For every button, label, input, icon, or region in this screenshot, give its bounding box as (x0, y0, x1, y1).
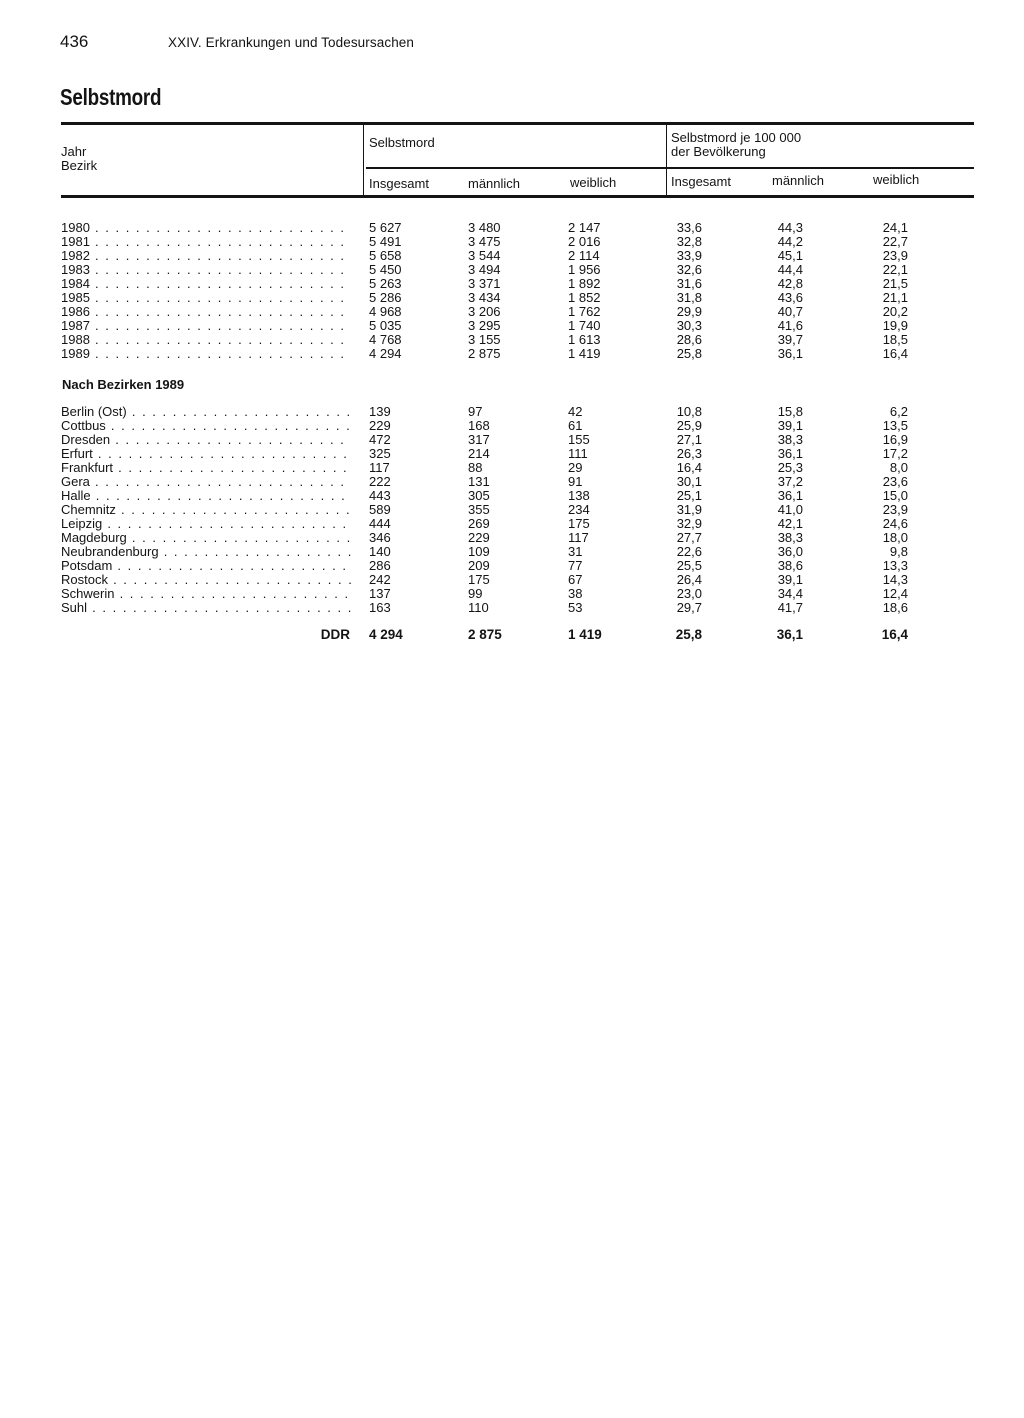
table-row (0, 305, 1024, 319)
cell-total: 117 (369, 460, 390, 475)
stub-header (61, 145, 97, 173)
row-label: Schwerin . . . (61, 587, 351, 601)
cell-rate-female: 22,1 (882, 262, 908, 277)
row-label: Chemnitz . . . (61, 503, 351, 517)
cell-rate-female: 22,7 (882, 234, 908, 249)
cell-rate-male: 42,1 (777, 516, 803, 531)
table-row (0, 277, 1024, 291)
cell-rate-total: 10,8 (676, 404, 702, 419)
cell-total: 325 (369, 446, 391, 461)
cell-female: 138 (568, 488, 590, 503)
cell-male: 269 (468, 516, 490, 531)
cell-rate-total: 32,8 (676, 234, 702, 249)
cell-female: 1 762 (568, 304, 601, 319)
cell-rate-male: 38,3 (777, 432, 803, 447)
group-header-selbstmord: Selbstmord (369, 135, 435, 150)
cell-female: 91 (568, 474, 583, 489)
cell-male: 3 544 (468, 248, 501, 263)
cell-rate-total: 32,6 (676, 262, 702, 277)
table-row (0, 333, 1024, 347)
cell-female: 1 740 (568, 318, 601, 333)
cell-male: 2 875 (468, 346, 501, 361)
cell-rate-total: 23,0 (676, 586, 702, 601)
cell-rate-male: 37,2 (777, 474, 803, 489)
cell-rate-female: 18,6 (882, 600, 908, 615)
cell-total: 4 768 (369, 332, 402, 347)
cell-rate-total: 27,1 (676, 432, 702, 447)
header-bottom-rule (61, 195, 974, 198)
cell-female: 155 (568, 432, 590, 447)
table-row (0, 503, 1024, 517)
cell-male: 317 (468, 432, 490, 447)
row-label: Potsdam . . . (61, 559, 351, 573)
cell-rate-female: 12,4 (882, 586, 908, 601)
cell-rate-female: 23,9 (882, 502, 908, 517)
cell-rate-female: 8,0 (889, 460, 908, 475)
cell-rate-female: 24,6 (882, 516, 908, 531)
table-row (0, 559, 1024, 573)
total-cell-female: 1 419 (568, 627, 602, 642)
cell-rate-total: 25,1 (676, 488, 702, 503)
cell-total: 242 (369, 572, 391, 587)
cell-total: 5 627 (369, 220, 402, 235)
page-title: Selbstmord (60, 84, 162, 110)
cell-rate-total: 33,6 (676, 220, 702, 235)
cell-male: 88 (468, 460, 483, 475)
cell-female: 1 892 (568, 276, 601, 291)
table-row (0, 573, 1024, 587)
cell-male: 3 434 (468, 290, 501, 305)
row-label: Erfurt . . . (61, 447, 351, 461)
cell-female: 31 (568, 544, 583, 559)
cell-female: 234 (568, 502, 590, 517)
cell-male: 305 (468, 488, 490, 503)
cell-male: 3 494 (468, 262, 501, 277)
cell-rate-total: 25,9 (676, 418, 702, 433)
cell-total: 286 (369, 558, 391, 573)
row-label: 1984 . . . (61, 277, 351, 291)
cell-rate-female: 19,9 (882, 318, 908, 333)
cell-rate-female: 14,3 (882, 572, 908, 587)
row-label: Dresden . . . (61, 433, 351, 447)
page-number: 436 (60, 32, 89, 51)
cell-rate-male: 42,8 (777, 276, 803, 291)
cell-rate-total: 27,7 (676, 530, 702, 545)
row-label: 1981 . . . (61, 235, 351, 249)
cell-female: 61 (568, 418, 583, 433)
row-label: Cottbus . . . (61, 419, 351, 433)
cell-rate-female: 16,9 (882, 432, 908, 447)
group-header-rate (671, 131, 801, 159)
cell-male: 209 (468, 558, 490, 573)
cell-rate-male: 38,3 (777, 530, 803, 545)
cell-rate-male: 36,1 (777, 446, 803, 461)
cell-total: 5 263 (369, 276, 402, 291)
cell-rate-male: 36,0 (777, 544, 803, 559)
cell-female: 2 114 (568, 248, 600, 263)
row-label: 1989 . . . (61, 347, 351, 361)
row-label: Frankfurt . . . (61, 461, 351, 475)
cell-total: 589 (369, 502, 391, 517)
cell-rate-male: 40,7 (777, 304, 803, 319)
row-label: 1982 . . . (61, 249, 351, 263)
table-row (0, 587, 1024, 601)
row-label: Halle . . . (61, 489, 351, 503)
cell-male: 3 371 (468, 276, 501, 291)
cell-male: 3 206 (468, 304, 501, 319)
cell-male: 175 (468, 572, 490, 587)
column-header: männlich (468, 176, 521, 191)
cell-rate-total: 33,9 (676, 248, 702, 263)
cell-rate-total: 25,8 (676, 346, 702, 361)
cell-total: 4 968 (369, 304, 402, 319)
cell-total: 163 (369, 600, 391, 615)
cell-rate-total: 26,3 (676, 446, 702, 461)
cell-female: 117 (568, 530, 589, 545)
cell-rate-male: 38,6 (777, 558, 803, 573)
cell-rate-female: 21,5 (882, 276, 908, 291)
total-row (0, 627, 1024, 643)
cell-female: 2 147 (568, 220, 601, 235)
cell-total: 137 (369, 586, 391, 601)
column-header: männlich (772, 173, 825, 188)
cell-female: 77 (568, 558, 583, 573)
cell-rate-female: 24,1 (882, 220, 908, 235)
cell-total: 140 (369, 544, 391, 559)
cell-rate-female: 20,2 (882, 304, 908, 319)
cell-total: 5 491 (369, 234, 402, 249)
total-cell-male: 2 875 (468, 627, 502, 642)
row-label: 1987 . . . (61, 319, 351, 333)
cell-rate-total: 30,1 (676, 474, 702, 489)
cell-total: 444 (369, 516, 391, 531)
stub-header-year: Jahr (61, 144, 87, 159)
cell-total: 346 (369, 530, 391, 545)
cell-rate-male: 43,6 (777, 290, 803, 305)
table-row (0, 475, 1024, 489)
table-row (0, 235, 1024, 249)
cell-female: 42 (568, 404, 583, 419)
cell-rate-male: 44,4 (777, 262, 803, 277)
cell-female: 53 (568, 600, 583, 615)
table-top-rule (61, 122, 974, 125)
table-row (0, 447, 1024, 461)
group-header-rate-line2: der Bevölkerung (671, 144, 766, 159)
row-label: Gera . . . (61, 475, 351, 489)
cell-rate-total: 31,8 (676, 290, 702, 305)
total-cell-rate-total: 25,8 (675, 627, 702, 642)
row-label: 1983 . . . (61, 263, 351, 277)
cell-total: 139 (369, 404, 391, 419)
cell-rate-female: 9,8 (889, 544, 908, 559)
cell-rate-total: 26,4 (676, 572, 702, 587)
total-cell-total: 4 294 (369, 627, 403, 642)
row-label: Suhl . . . (61, 601, 351, 615)
cell-rate-male: 44,2 (777, 234, 803, 249)
table-row (0, 433, 1024, 447)
cell-female: 1 613 (568, 332, 601, 347)
cell-rate-total: 25,5 (676, 558, 702, 573)
cell-rate-female: 6,2 (889, 404, 908, 419)
cell-rate-male: 25,3 (777, 460, 803, 475)
cell-rate-male: 39,7 (777, 332, 803, 347)
cell-rate-male: 34,4 (777, 586, 803, 601)
cell-female: 29 (568, 460, 583, 475)
cell-total: 472 (369, 432, 391, 447)
cell-female: 67 (568, 572, 583, 587)
cell-rate-total: 22,6 (676, 544, 702, 559)
cell-rate-male: 45,1 (777, 248, 803, 263)
chapter-heading: XXIV. Erkrankungen und Todesursachen (168, 35, 415, 50)
cell-total: 5 450 (369, 262, 402, 277)
cell-male: 99 (468, 586, 483, 601)
table-row (0, 489, 1024, 503)
cell-rate-female: 16,4 (882, 346, 908, 361)
column-header: weiblich (570, 175, 617, 190)
cell-female: 1 852 (568, 290, 601, 305)
row-label: Berlin (Ost) . . . (61, 405, 351, 419)
cell-male: 3 480 (468, 220, 501, 235)
cell-female: 175 (568, 516, 590, 531)
header-divider-2 (666, 125, 667, 195)
row-label: Neubrandenburg . . . (61, 545, 351, 559)
cell-male: 214 (468, 446, 490, 461)
cell-female: 38 (568, 586, 583, 601)
cell-rate-male: 39,1 (777, 418, 803, 433)
cell-male: 131 (468, 474, 490, 489)
row-label: Leipzig . . . (61, 517, 351, 531)
total-label: DDR (320, 627, 350, 642)
cell-female: 1 956 (568, 262, 601, 277)
row-label: 1980 . . . (61, 221, 351, 235)
cell-rate-female: 13,5 (882, 418, 908, 433)
total-cell-rate-male: 36,1 (776, 627, 803, 642)
cell-total: 5 286 (369, 290, 402, 305)
table-row (0, 601, 1024, 615)
cell-rate-female: 23,9 (882, 248, 908, 263)
group-header-rate-line1: Selbstmord je 100 000 (671, 130, 802, 145)
header-group-rule (366, 167, 974, 169)
row-label: Rostock . . . (61, 573, 351, 587)
cell-male: 355 (468, 502, 490, 517)
cell-rate-female: 15,0 (882, 488, 908, 503)
cell-rate-female: 18,0 (882, 530, 908, 545)
cell-male: 3 295 (468, 318, 501, 333)
table-row (0, 545, 1024, 559)
cell-total: 5 035 (369, 318, 402, 333)
cell-rate-female: 23,6 (882, 474, 908, 489)
cell-total: 222 (369, 474, 391, 489)
cell-rate-female: 21,1 (882, 290, 908, 305)
table-row (0, 531, 1024, 545)
cell-rate-total: 30,3 (676, 318, 702, 333)
table-row (0, 461, 1024, 475)
cell-female: 2 016 (568, 234, 601, 249)
cell-rate-male: 36,1 (777, 488, 803, 503)
table-row (0, 419, 1024, 433)
table-row (0, 291, 1024, 305)
section-heading: Nach Bezirken 1989 (62, 377, 185, 392)
row-label: 1988 . . . (61, 333, 351, 347)
cell-male: 229 (468, 530, 490, 545)
cell-female: 111 (568, 446, 588, 461)
cell-rate-male: 44,3 (777, 220, 803, 235)
total-cell-rate-female: 16,4 (881, 627, 908, 642)
cell-total: 229 (369, 418, 391, 433)
cell-rate-female: 17,2 (882, 446, 908, 461)
cell-rate-male: 41,0 (777, 502, 803, 517)
header-divider-1 (363, 125, 364, 195)
cell-total: 4 294 (369, 346, 402, 361)
stub-header-district: Bezirk (61, 158, 98, 173)
cell-rate-male: 36,1 (777, 346, 803, 361)
cell-rate-total: 32,9 (676, 516, 702, 531)
cell-male: 109 (468, 544, 490, 559)
cell-rate-total: 31,6 (676, 276, 702, 291)
cell-total: 5 658 (369, 248, 402, 263)
cell-rate-male: 15,8 (777, 404, 803, 419)
column-header: weiblich (873, 172, 920, 187)
cell-male: 168 (468, 418, 490, 433)
table-row (0, 221, 1024, 235)
table-row (0, 405, 1024, 419)
table-row (0, 249, 1024, 263)
table-row (0, 517, 1024, 531)
cell-male: 110 (468, 600, 489, 615)
cell-total: 443 (369, 488, 391, 503)
table-row (0, 319, 1024, 333)
row-label: 1985 . . . (61, 291, 351, 305)
cell-male: 3 155 (468, 332, 501, 347)
cell-rate-female: 18,5 (882, 332, 908, 347)
cell-rate-total: 16,4 (676, 460, 702, 475)
cell-rate-female: 13,3 (882, 558, 908, 573)
row-label: Magdeburg . . . (61, 531, 351, 545)
cell-rate-total: 31,9 (676, 502, 702, 517)
cell-male: 3 475 (468, 234, 501, 249)
cell-rate-total: 29,7 (676, 600, 702, 615)
column-header: Insgesamt (671, 174, 731, 189)
cell-rate-male: 41,7 (777, 600, 803, 615)
cell-rate-total: 29,9 (676, 304, 702, 319)
cell-female: 1 419 (568, 346, 601, 361)
table-row (0, 347, 1024, 361)
row-label: 1986 . . . (61, 305, 351, 319)
cell-rate-total: 28,6 (676, 332, 702, 347)
table-row (0, 263, 1024, 277)
column-header: Insgesamt (369, 176, 429, 191)
cell-male: 97 (468, 404, 483, 419)
cell-rate-male: 41,6 (777, 318, 803, 333)
cell-rate-male: 39,1 (777, 572, 803, 587)
